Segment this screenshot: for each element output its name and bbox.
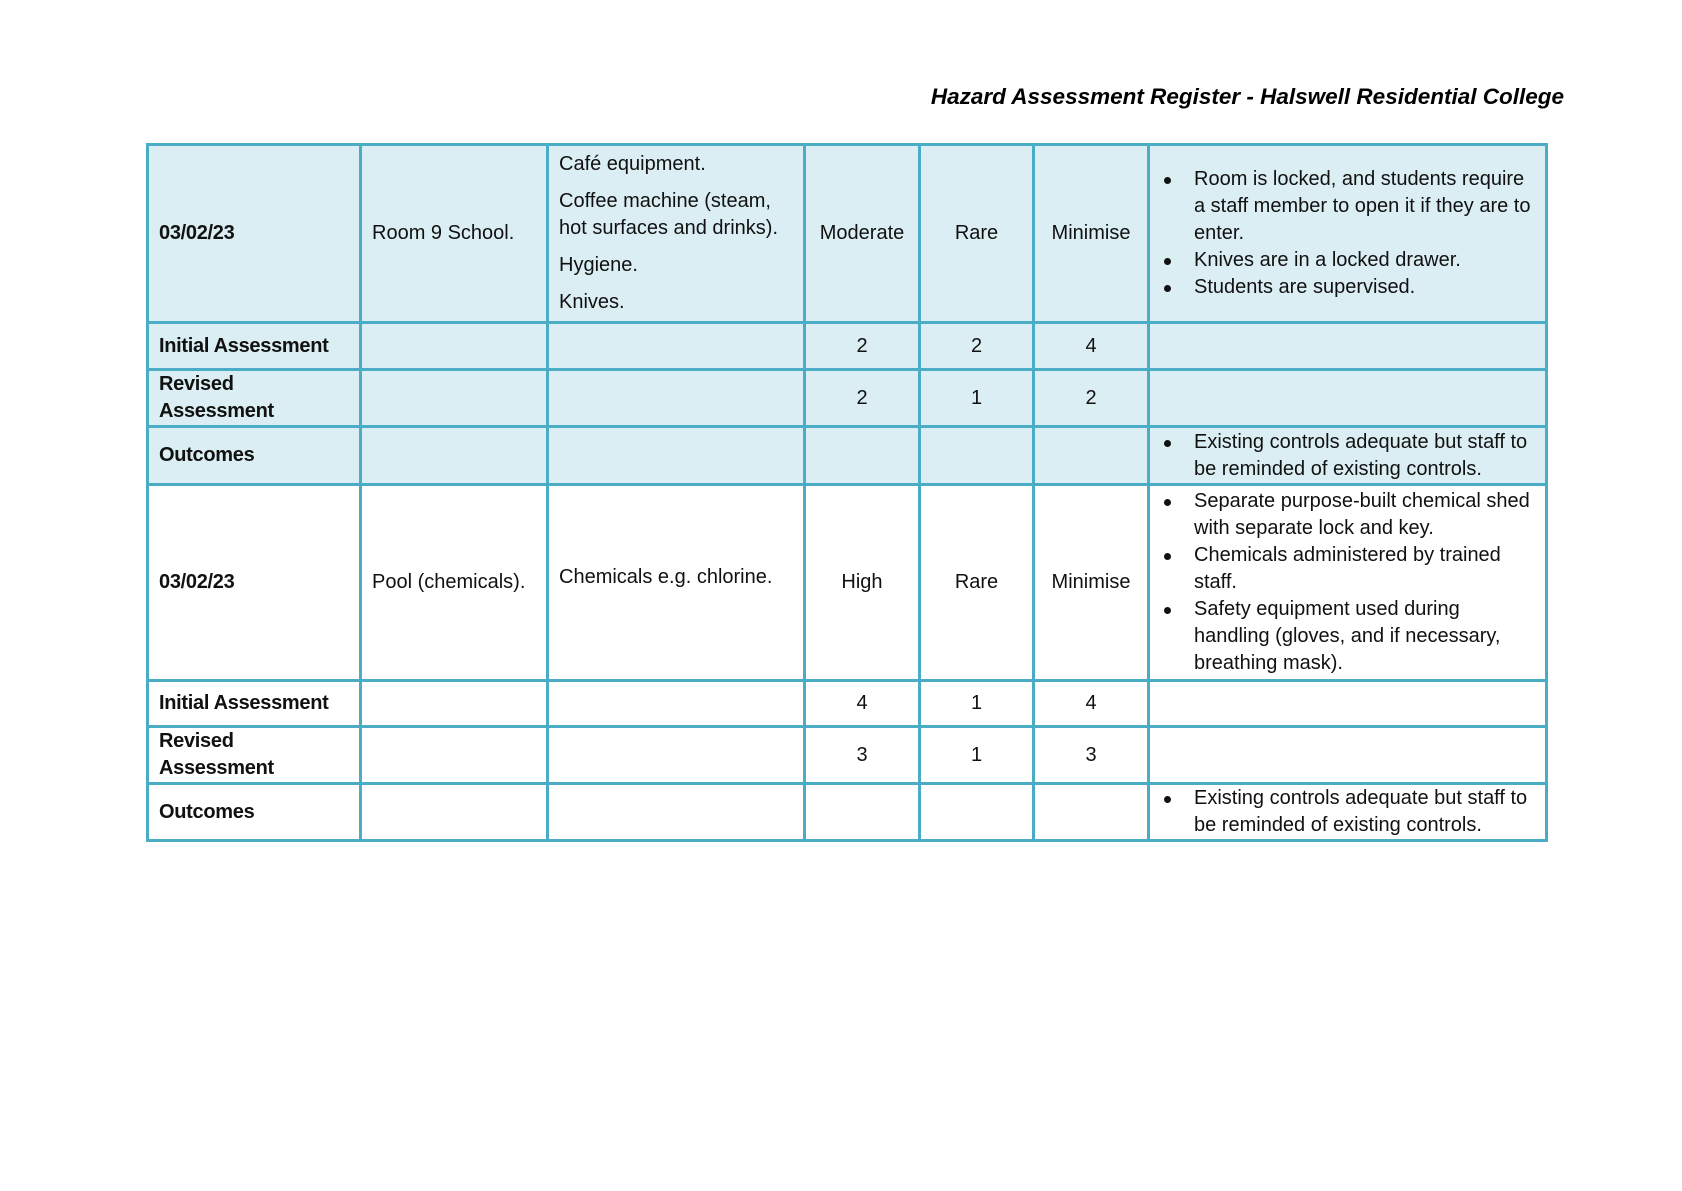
outcomes-list [1160,785,1535,839]
hazard-row-pool [148,485,1547,681]
control-item: Knives are in a locked drawer. [1160,247,1535,274]
hazard-item: Chemicals e.g. chlorine. [559,566,773,588]
hazard-item: Hygiene. [559,254,638,276]
initial-assessment-row [148,681,1547,727]
hazard-item: Café equipment. [559,153,706,175]
control-item: Chemicals administered by trained staff. [1160,542,1535,596]
empty-cell [1149,727,1547,784]
hazards-cell [548,485,805,681]
controls-cell [1149,485,1547,681]
empty-cell [1149,370,1547,427]
hazard-item: Coffee machine (steam, hot surfaces and drinks). [559,190,778,239]
likelihood-score: 1 [920,727,1034,784]
location-cell: Pool (chemicals). [361,485,548,681]
hazards-cell [548,145,805,323]
outcome-item: Existing controls adequate but staff to be reminded of existing controls. [1160,429,1535,483]
empty-cell [361,370,548,427]
date-cell: 03/02/23 [148,145,361,323]
row-label: Revised Assessment [148,727,361,784]
empty-cell [1034,427,1149,485]
outcomes-cell [1149,427,1547,485]
empty-cell [920,427,1034,485]
row-label: Initial Assessment [148,681,361,727]
control-item: Room is locked, and students require a staff member to open it if they are to enter. [1160,166,1535,247]
controls-cell [1149,145,1547,323]
row-label: Outcomes [148,427,361,485]
risk-score: 2 [1034,370,1149,427]
hazard-register-table [146,143,1548,842]
risk-score: 4 [1034,681,1149,727]
likelihood-cell: Rare [920,485,1034,681]
empty-cell [1149,323,1547,370]
severity-cell: High [805,485,920,681]
empty-cell [805,784,920,841]
empty-cell [548,681,805,727]
controls-list [1160,488,1535,677]
control-item: Separate purpose-built chemical shed with separate lock and key. [1160,488,1535,542]
initial-assessment-row [148,323,1547,370]
hazard-row-room9 [148,145,1547,323]
likelihood-score: 1 [920,681,1034,727]
severity-cell: Moderate [805,145,920,323]
empty-cell [548,427,805,485]
severity-score: 2 [805,370,920,427]
page-header-title: Hazard Assessment Register - Halswell Residential College [930,84,1564,109]
revised-assessment-row [148,727,1547,784]
risk-score: 4 [1034,323,1149,370]
empty-cell [361,784,548,841]
severity-score: 2 [805,323,920,370]
control-item: Safety equipment used during handling (gloves, and if necessary, breathing mask). [1160,596,1535,677]
empty-cell [548,370,805,427]
empty-cell [548,784,805,841]
date-cell: 03/02/23 [148,485,361,681]
row-label: Revised Assessment [148,370,361,427]
action-cell: Minimise [1034,145,1149,323]
location-cell: Room 9 School. [361,145,548,323]
empty-cell [361,427,548,485]
outcomes-cell [1149,784,1547,841]
empty-cell [1149,681,1547,727]
empty-cell [548,727,805,784]
empty-cell [1034,784,1149,841]
row-label: Initial Assessment [148,323,361,370]
empty-cell [361,727,548,784]
likelihood-score: 1 [920,370,1034,427]
risk-score: 3 [1034,727,1149,784]
hazard-item: Knives. [559,291,625,313]
outcomes-row [148,784,1547,841]
revised-assessment-row [148,370,1547,427]
likelihood-cell: Rare [920,145,1034,323]
empty-cell [361,681,548,727]
row-label: Outcomes [148,784,361,841]
action-cell: Minimise [1034,485,1149,681]
likelihood-score: 2 [920,323,1034,370]
severity-score: 3 [805,727,920,784]
empty-cell [920,784,1034,841]
empty-cell [361,323,548,370]
outcomes-row [148,427,1547,485]
outcome-item: Existing controls adequate but staff to be reminded of existing controls. [1160,785,1535,839]
empty-cell [805,427,920,485]
control-item: Students are supervised. [1160,274,1535,301]
outcomes-list [1160,429,1535,483]
controls-list [1160,166,1535,301]
empty-cell [548,323,805,370]
severity-score: 4 [805,681,920,727]
